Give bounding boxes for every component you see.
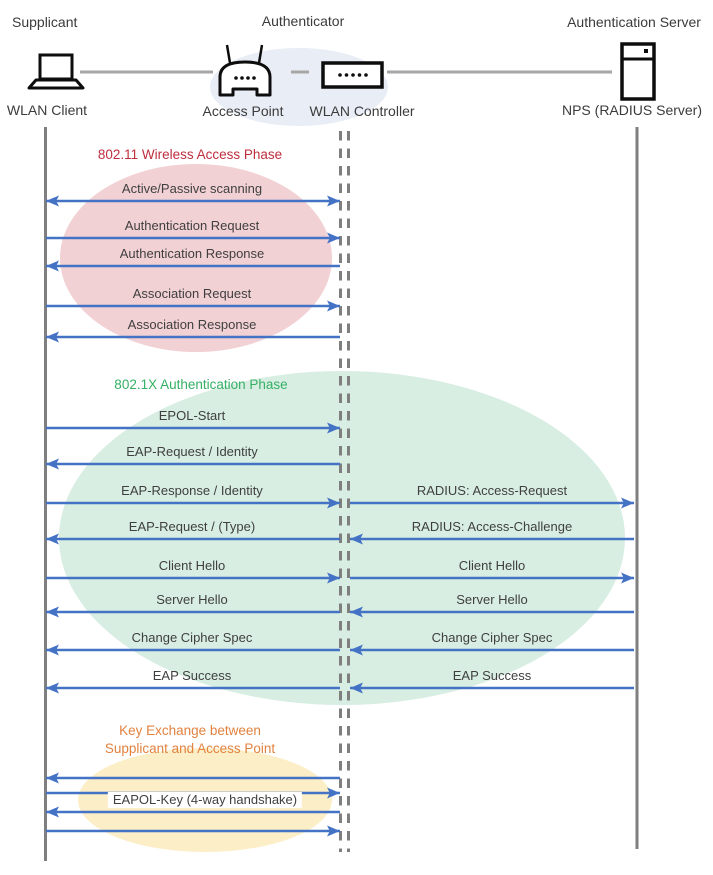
- node-wlan-controller: WLAN Controller: [309, 103, 415, 119]
- wireless-access-phase-title: 802.11 Wireless Access Phase: [97, 147, 283, 162]
- message-label: EPOL-Start: [158, 408, 226, 423]
- node-access-point: Access Point: [202, 103, 284, 119]
- message-label: Change Cipher Spec: [431, 630, 553, 645]
- wireless-access-phase-ellipse: [60, 164, 332, 352]
- message-label: Server Hello: [156, 592, 228, 607]
- role-authenticator: Authenticator: [261, 13, 345, 29]
- message-label: RADIUS: Access-Request: [416, 483, 568, 498]
- message-label: RADIUS: Access-Challenge: [411, 519, 573, 534]
- message-label: Authentication Request: [124, 218, 260, 233]
- message-label: Association Request: [132, 286, 252, 301]
- message-label: Client Hello: [158, 558, 226, 573]
- message-label: EAP-Request / (Type): [128, 519, 256, 534]
- message-label: Association Response: [127, 317, 257, 332]
- message-label: Client Hello: [458, 558, 526, 573]
- key-exchange-phase-title: Key Exchange between Supplicant and Access Point: [104, 723, 276, 756]
- role-supplicant: Supplicant: [12, 14, 78, 30]
- message-label: EAP Success: [452, 668, 532, 683]
- message-label: EAP Success: [152, 668, 232, 683]
- message-label: Change Cipher Spec: [131, 630, 253, 645]
- role-authentication-server: Authentication Server: [567, 14, 701, 30]
- message-label: Active/Passive scanning: [121, 181, 263, 196]
- message-label: EAP-Request / Identity: [126, 444, 258, 459]
- message-label: EAPOL-Key (4-way handshake): [108, 792, 302, 808]
- message-label: EAP-Response / Identity: [121, 483, 263, 498]
- message-label: Server Hello: [456, 592, 528, 607]
- message-label: Authentication Response: [119, 246, 265, 261]
- authentication-phase-title: 802.1X Authentication Phase: [114, 377, 288, 392]
- node-wlan-client: WLAN Client: [6, 102, 88, 118]
- node-nps-radius-server: NPS (RADIUS Server): [561, 102, 703, 118]
- key-exchange-phase-ellipse: [78, 748, 332, 852]
